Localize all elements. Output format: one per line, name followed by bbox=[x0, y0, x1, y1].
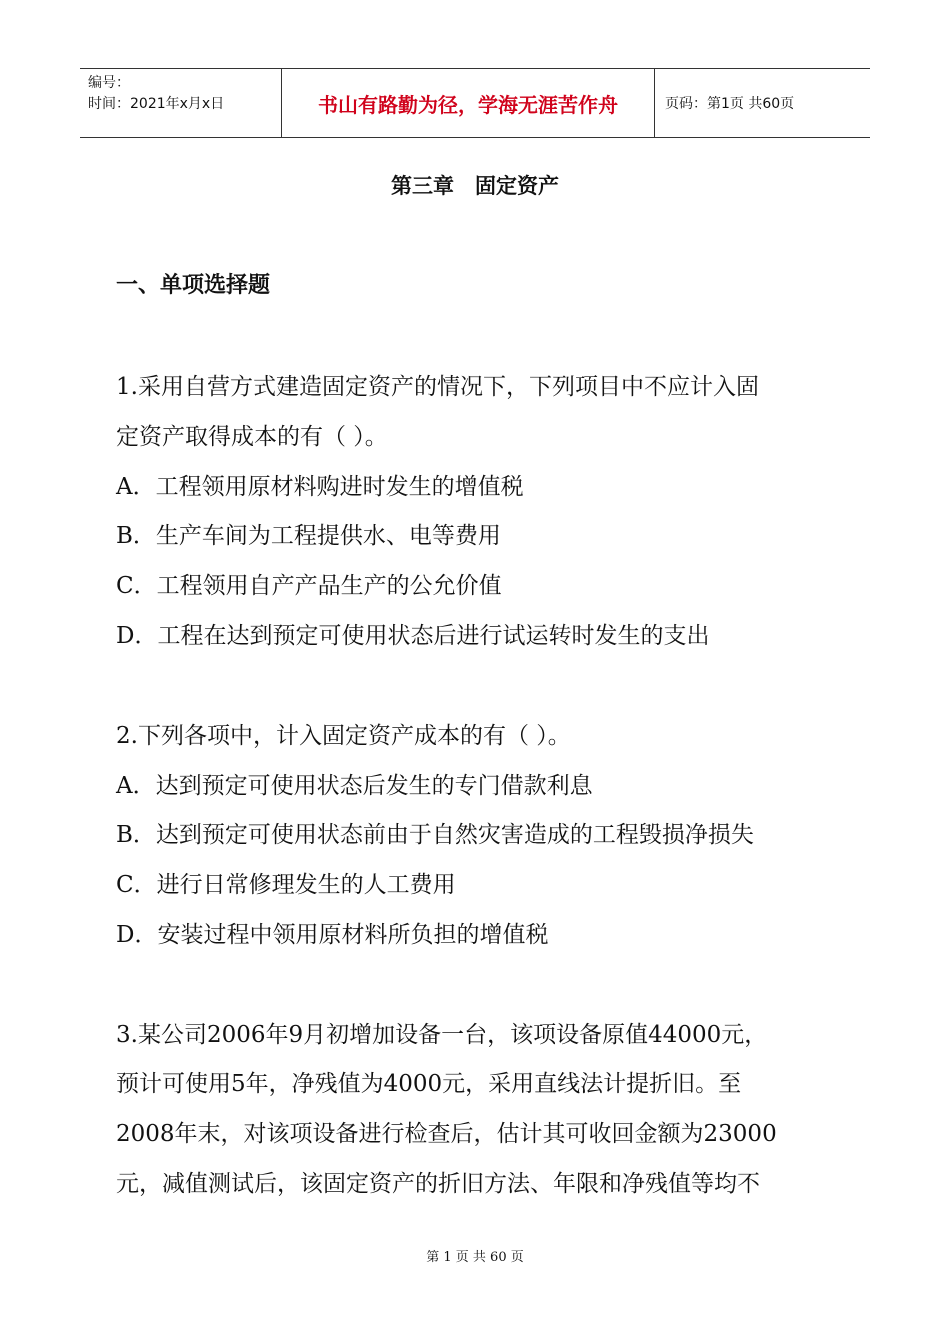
q3-stem-line1: 3.某公司2006年9月初增加设备一台，该项设备原值44000元， bbox=[116, 1022, 768, 1048]
q3-stem-line3: 2008年末，对该项设备进行检查后，估计其可收回金额为23000 bbox=[116, 1121, 777, 1147]
q1-option-c: C．工程领用自产产品生产的公允价值 bbox=[116, 573, 502, 599]
chapter-title: 第三章 固定资产 bbox=[391, 174, 559, 198]
q1-option-b: B．生产车间为工程提供水、电等费用 bbox=[116, 523, 501, 549]
header-meta bbox=[80, 69, 282, 137]
header-motto: 书山有路勤为径，学海无涯苦作舟 bbox=[282, 69, 655, 137]
number-label: 编号： bbox=[88, 75, 130, 91]
q3-stem-line4: 元，减值测试后，该固定资产的折旧方法、年限和净残值等均不 bbox=[116, 1171, 760, 1197]
q1-option-a: A．工程领用原材料购进时发生的增值税 bbox=[116, 474, 524, 500]
q1-option-d: D．工程在达到预定可使用状态后进行试运转时发生的支出 bbox=[116, 623, 710, 649]
q2-option-c: C．进行日常修理发生的人工费用 bbox=[116, 872, 456, 898]
q2-option-b: B．达到预定可使用状态前由于自然灾害造成的工程毁损净损失 bbox=[116, 822, 754, 848]
q2-stem-line1: 2.下列各项中，计入固定资产成本的有（ ）。 bbox=[116, 723, 571, 749]
q2-option-a: A．达到预定可使用状态后发生的专门借款利息 bbox=[116, 773, 593, 799]
q1-stem-line2: 定资产取得成本的有（ ）。 bbox=[116, 424, 388, 450]
header-page-info: 页码：第1页 共60页 bbox=[665, 96, 795, 112]
time-label: 时间：2021年x月x日 bbox=[88, 96, 225, 112]
q1-stem-line1: 1.采用自营方式建造固定资产的情况下，下列项目中不应计入固 bbox=[116, 374, 759, 400]
section-title: 一、单项选择题 bbox=[116, 273, 271, 298]
q3-stem-line2: 预计可使用5年，净残值为4000元，采用直线法计提折旧。至 bbox=[116, 1071, 742, 1097]
page-header bbox=[80, 68, 870, 138]
page-footer: 第 1 页 共 60 页 bbox=[426, 1250, 524, 1265]
q2-option-d: D．安装过程中领用原材料所负担的增值税 bbox=[116, 922, 549, 948]
